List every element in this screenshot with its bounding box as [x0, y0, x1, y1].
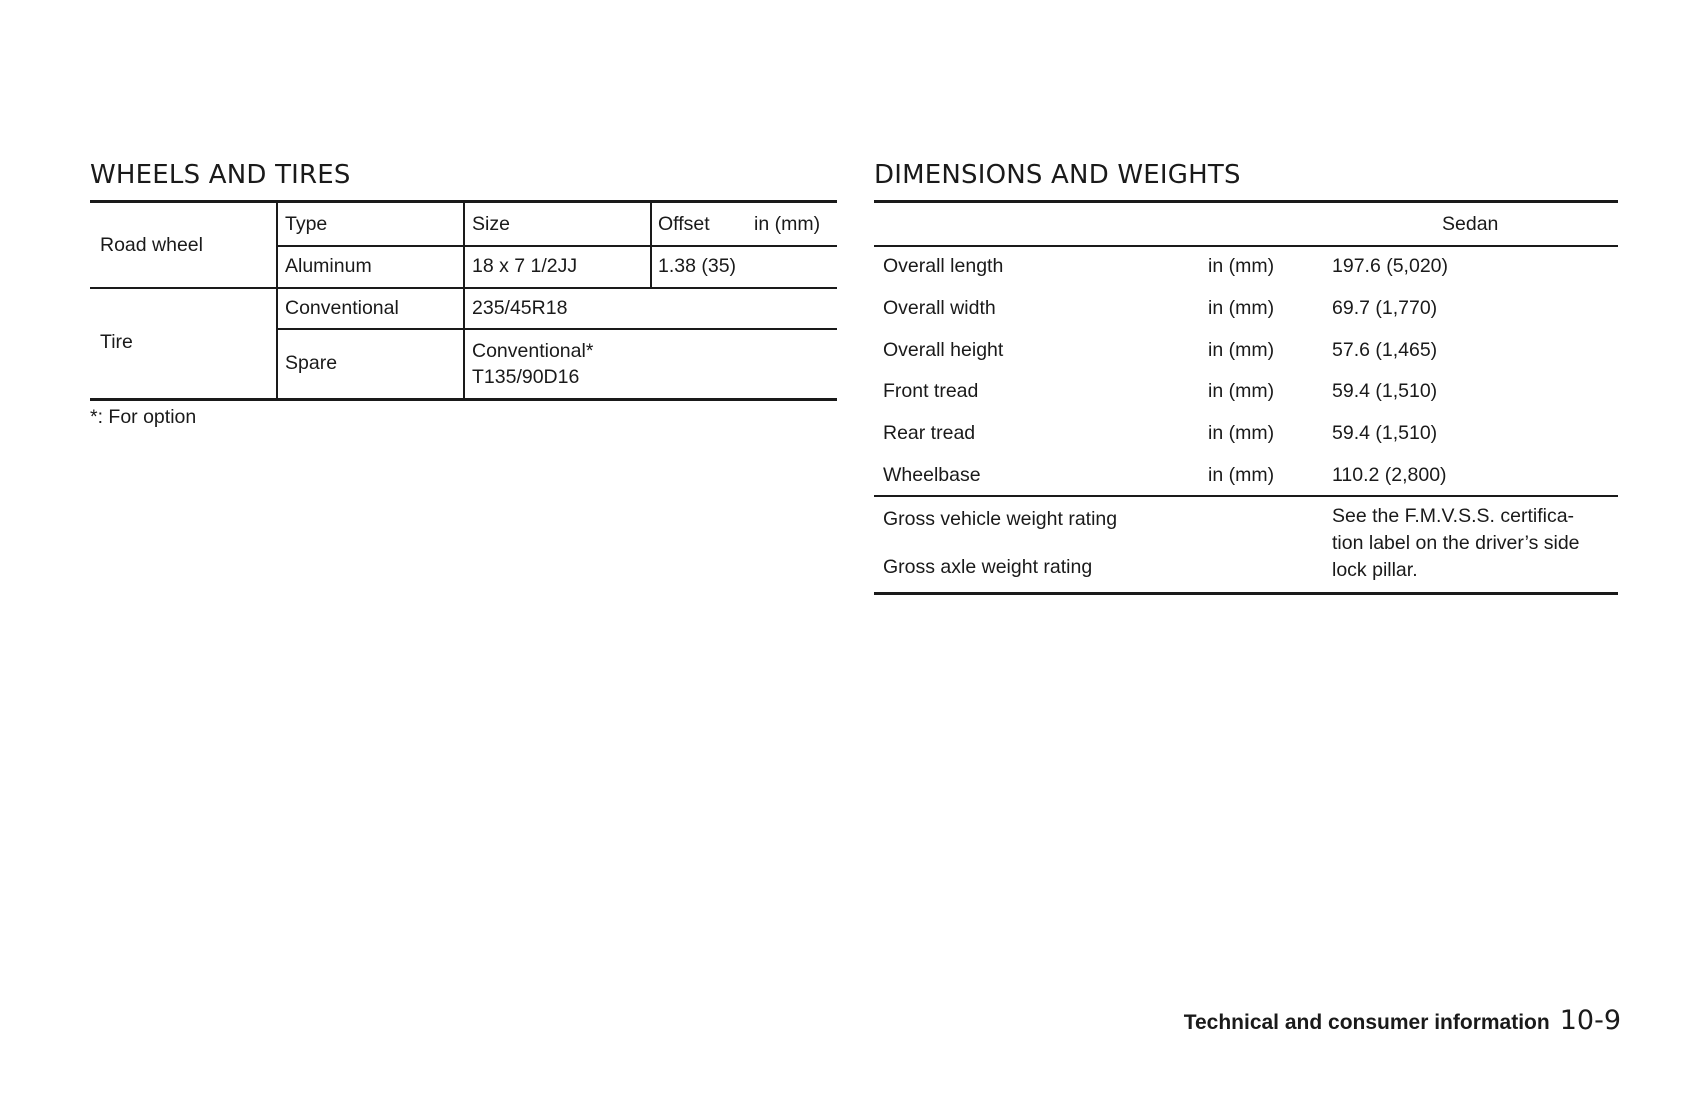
- gvwr-label: Gross vehicle weight rating: [883, 508, 1118, 530]
- row-unit: in (mm): [1208, 339, 1275, 361]
- table-rule: [276, 328, 837, 330]
- header-unit: in (mm): [754, 213, 821, 235]
- row-value: 197.6 (5,020): [1332, 255, 1449, 277]
- row-unit: in (mm): [1208, 464, 1275, 486]
- table-rule: [874, 495, 1618, 497]
- table-rule: [276, 245, 837, 247]
- column-header-sedan: Sedan: [1442, 213, 1499, 235]
- page-footer: [1184, 1005, 1621, 1036]
- header-size: Size: [472, 213, 510, 235]
- row-value: 57.6 (1,465): [1332, 339, 1438, 361]
- header-type: Type: [285, 213, 328, 235]
- weight-note-line2: tion label on the driver’s side: [1332, 532, 1580, 554]
- row-unit: in (mm): [1208, 297, 1275, 319]
- road-wheel-offset: 1.38 (35): [658, 255, 737, 277]
- wheels-and-tires-section: [90, 0, 837, 450]
- table-column-rule: [276, 200, 278, 400]
- row-label: Wheelbase: [883, 464, 981, 486]
- footer-section-label: Technical and consumer information: [1183, 1011, 1550, 1034]
- table-rule-top: [874, 200, 1618, 203]
- road-wheel-label: Road wheel: [100, 234, 203, 256]
- tire-conventional-type: Conventional: [285, 297, 399, 319]
- tire-spare-type: Spare: [285, 352, 338, 374]
- weight-note-line1: See the F.M.V.S.S. certifica-: [1332, 505, 1575, 527]
- weight-note-line3: lock pillar.: [1332, 559, 1418, 581]
- row-label: Overall height: [883, 339, 1004, 361]
- row-unit: in (mm): [1208, 380, 1275, 402]
- row-unit: in (mm): [1208, 422, 1275, 444]
- tire-label: Tire: [100, 331, 133, 353]
- row-value: 59.4 (1,510): [1332, 380, 1438, 402]
- dimensions-and-weights-section: [874, 0, 1618, 600]
- dimensions-section-title: DIMENSIONS AND WEIGHTS: [874, 160, 1241, 190]
- table-rule-bottom: [874, 592, 1618, 595]
- row-label: Front tread: [883, 380, 979, 402]
- row-label: Rear tread: [883, 422, 976, 444]
- gawr-label: Gross axle weight rating: [883, 556, 1093, 578]
- row-value: 110.2 (2,800): [1332, 464, 1447, 486]
- page-number: 10-9: [1559, 1005, 1621, 1036]
- tire-spare-size-line2: T135/90D16: [472, 366, 580, 388]
- table-column-rule: [650, 200, 652, 288]
- tire-conventional-size: 235/45R18: [472, 297, 568, 319]
- tire-spare-size-line1: Conventional*: [472, 340, 594, 362]
- road-wheel-type: Aluminum: [285, 255, 372, 277]
- row-label: Overall length: [883, 255, 1004, 277]
- wheels-footnote: *: For option: [90, 406, 197, 428]
- row-value: 69.7 (1,770): [1332, 297, 1438, 319]
- header-offset: Offset: [658, 213, 710, 235]
- table-rule: [874, 245, 1618, 247]
- road-wheel-size: 18 x 7 1/2JJ: [472, 255, 578, 277]
- row-unit: in (mm): [1208, 255, 1275, 277]
- row-value: 59.4 (1,510): [1332, 422, 1438, 444]
- table-column-rule: [463, 200, 465, 400]
- wheels-section-title: WHEELS AND TIRES: [90, 160, 351, 190]
- row-label: Overall width: [883, 297, 996, 319]
